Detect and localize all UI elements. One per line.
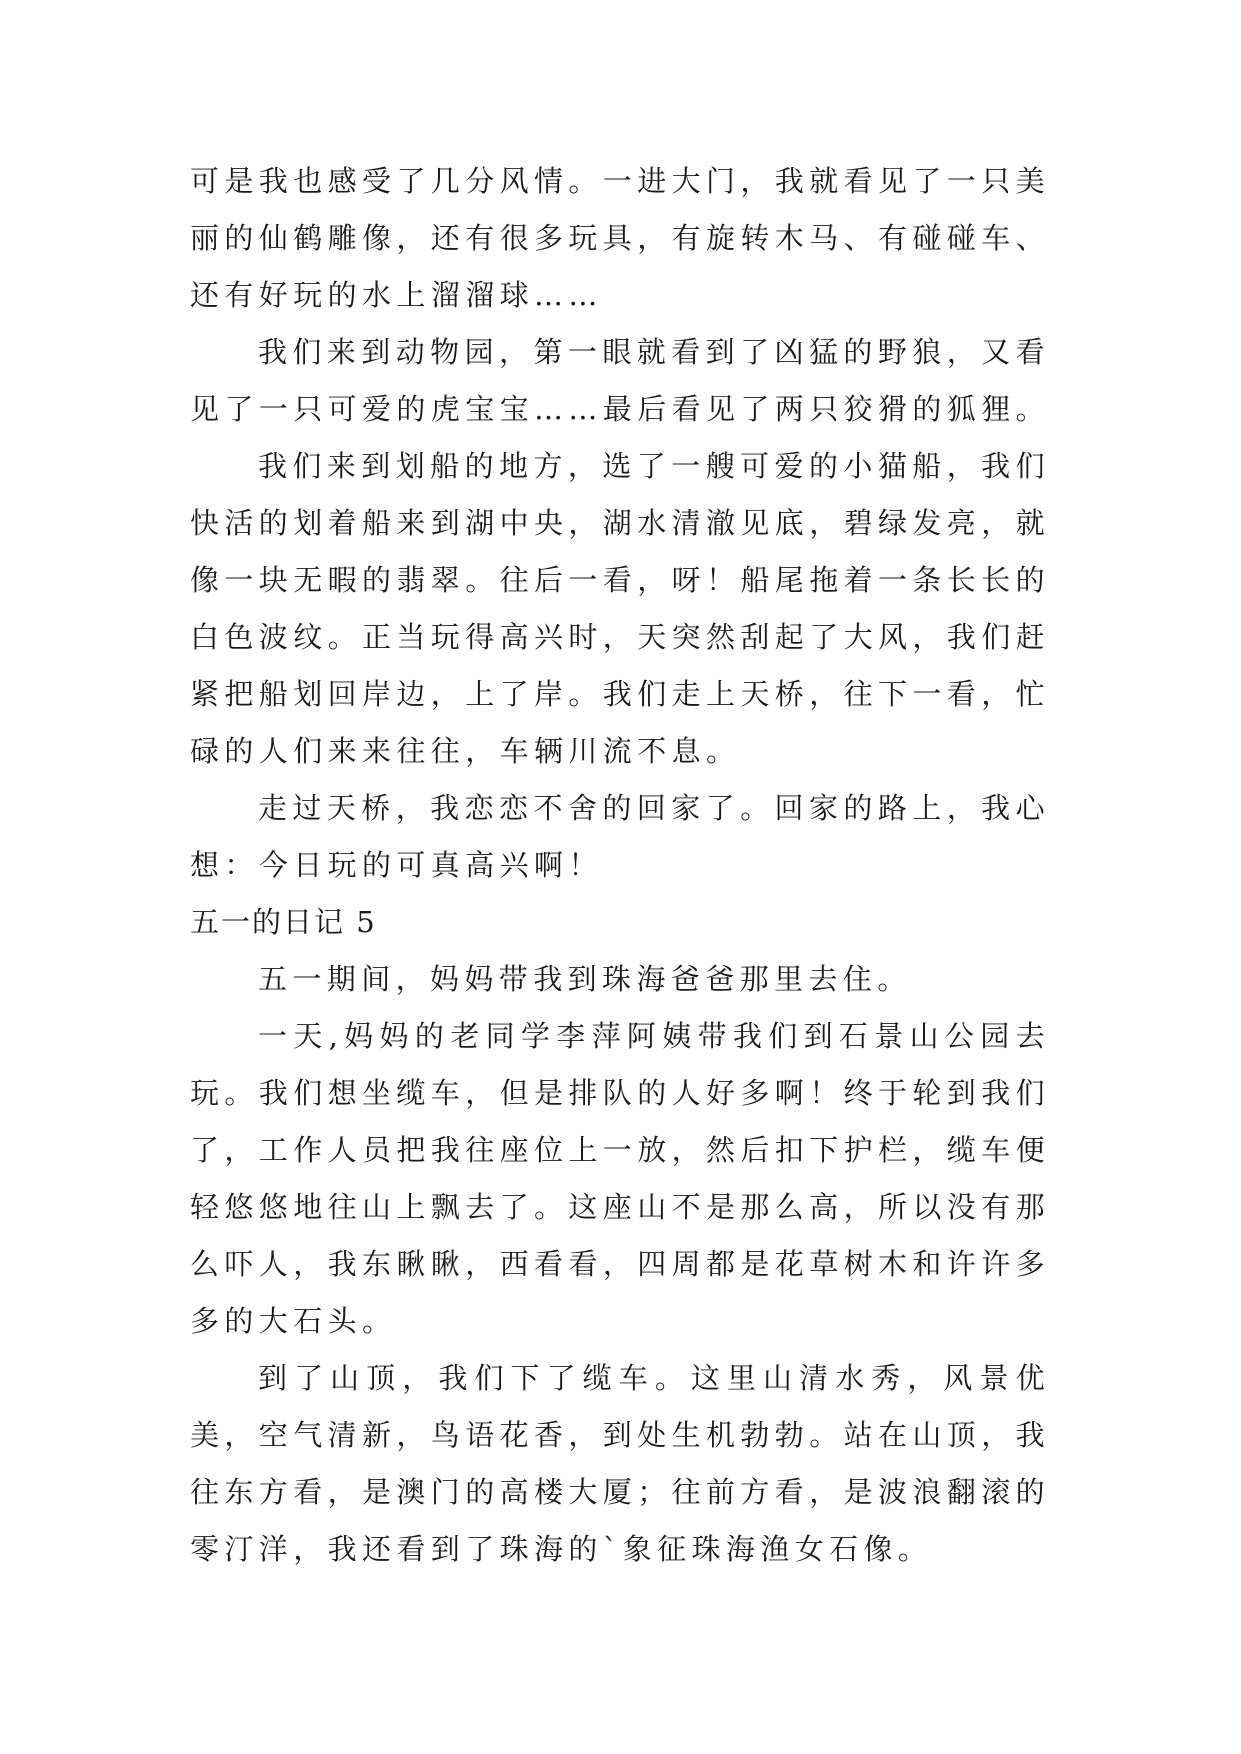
paragraph-cable-car: 一天,妈妈的老同学李萍阿姨带我们到石景山公园去玩。我们想坐缆车，但是排队的人好多啊！终于轮到我们了，工作人员把我往座位上一放，然后扣下护栏，缆车便轻悠悠地往山上飘去了。这座山不是那么高，所以没有那么吓人，我东瞅瞅，西看看，四周都是花草树木和许许多多的大石头。 — [190, 1019, 1051, 1338]
document-body — [190, 153, 1050, 1578]
paragraph-boating: 我们来到划船的地方，选了一艘可爱的小猫船，我们快活的划着船来到湖中央，湖水清澈见底，碧绿发亮，就像一块无暇的翡翠。往后一看，呀！船尾拖着一条长长的白色波纹。正当玩得高兴时，天突然刮起了大风，我们赶紧把船划回岸边，上了岸。我们走上天桥，往下一看，忙碌的人们来来往往，车辆川流不息。 — [190, 449, 1051, 768]
paragraph-zoo: 我们来到动物园，第一眼就看到了凶猛的野狼，又看见了一只可爱的虎宝宝……最后看见了两只狡猾的狐狸。 — [190, 335, 1051, 426]
paragraph-zhuhai-stay: 五一期间，妈妈带我到珠海爸爸那里去住。 — [258, 962, 912, 996]
section-heading: 五一的日记 5 — [190, 905, 377, 939]
paragraph-going-home: 走过天桥，我恋恋不舍的回家了。回家的路上，我心想：今日玩的可真高兴啊！ — [190, 791, 1050, 882]
paragraph-mountain-top: 到了山顶，我们下了缆车。这里山清水秀，风景优美，空气清新，鸟语花香，到处生机勃勃。站在山顶，我往东方看，是澳门的高楼大厦；往前方看，是波浪翻滚的零汀洋，我还看到了珠海的`象征珠海渔女石像。 — [190, 1361, 1051, 1566]
paragraph-park-entrance: 可是我也感受了几分风情。一进大门，我就看见了一只美丽的仙鹤雕像，还有很多玩具，有旋转木马、有碰碰车、还有好玩的水上溜溜球…… — [190, 164, 1051, 312]
